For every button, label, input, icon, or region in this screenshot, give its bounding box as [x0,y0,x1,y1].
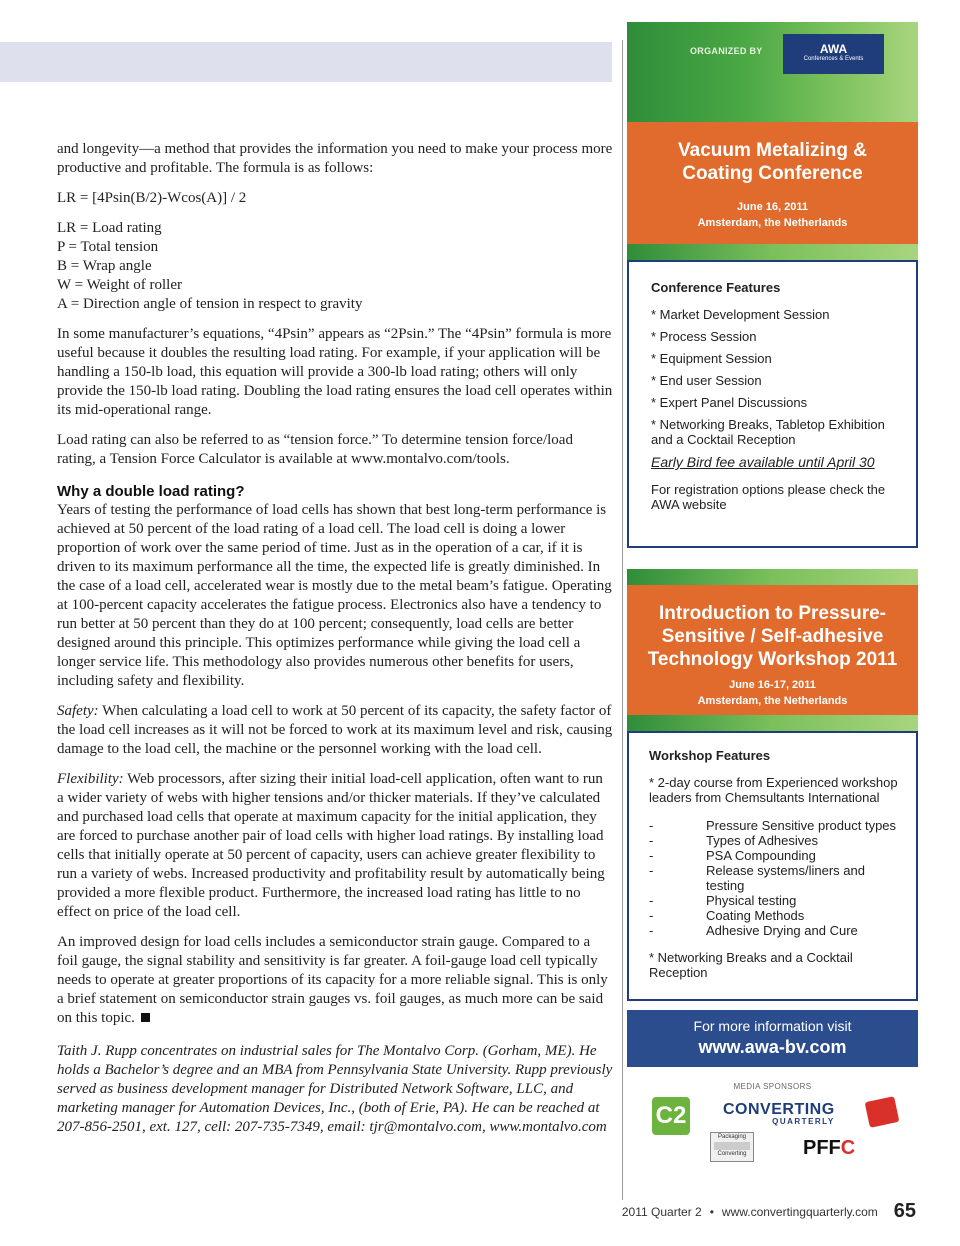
workshop-title-line3: Technology Workshop 2011 [647,649,898,670]
workshop-title-line2: Sensitive / Self-adhesive [661,626,884,647]
awa-advertisement [627,22,918,1197]
formula: LR = [4Psin(B/2)-Wcos(A)] / 2 [57,190,247,206]
workshop-topic: - Adhesive Drying and Cure [649,923,858,938]
paragraph-tension: Load rating can also be referred to as “tension force.” To determine tension force/load rating, a Tension Force Calculator is available at www.montalvo.com/tools. [57,432,573,467]
definition-b: B = Wrap angle [57,258,152,274]
formula-definitions [57,219,613,314]
definition-a: A = Direction angle of tension in respect to gravity [57,296,363,312]
feature-item: * Equipment Session [651,351,772,366]
workshop-topic: - PSA Compounding [649,848,816,863]
workshop-closing: * Networking Breaks and a Cocktail Reception [649,950,853,980]
column-divider [622,40,623,1200]
packaging-converting-logo: Packaging Converting [710,1132,754,1162]
c2-logo-mark: C2 [652,1097,690,1135]
quarterly-logo-text: QUARTERLY [772,1117,835,1126]
conference-green-bar [627,244,918,260]
paragraph-safety [57,702,613,759]
workshop-location: Amsterdam, the Netherlands [697,695,848,707]
section-heading: Why a double load rating? [57,483,245,500]
footer-website[interactable]: www.convertingquarterly.com [721,1204,878,1219]
conference-banner [627,122,918,244]
sponsor-badge-icon [865,1096,900,1128]
article-body [57,140,613,1148]
media-sponsors [627,1077,918,1165]
safety-text: When calculating a load cell to work at 50 percent of its capacity, the safety factor of the load cell increases as it will not be forced to work at its maximum level and risk, causing damage to the load cell, the machine or the personnel working with the load cell. [57,703,613,757]
issue-label: 2011 Quarter 2 [621,1204,702,1219]
conference-title-line2: Coating Conference [682,163,863,184]
feature-item: * Networking Breaks, Tabletop Exhibition and a Cocktail Reception [651,417,885,447]
converting-quarterly-logo [723,1101,835,1126]
end-mark-icon [141,1013,150,1022]
c2-logo [642,1097,690,1139]
paragraph-improved [57,933,613,1028]
page-number: 65 [893,1200,916,1222]
workshop-topic: - Pressure Sensitive product types [649,818,897,833]
workshop-green-bar [627,715,918,731]
converting-logo-text: CONVERTING [723,1101,835,1118]
intro-paragraph: and longevity—a method that provides the information you need to make your process more productive and profitable. The formula is as follows: [57,141,613,176]
awa-website-link[interactable]: www.awa-bv.com [698,1037,847,1057]
workshop-green-bar-top [627,569,918,585]
feature-item: * End user Session [651,373,762,388]
paragraph-2psin: In some manufacturer’s equations, “4Psin” appears as “2Psin.” The “4Psin” formula is more useful because it doubles the resulting load rating. For example, if your application will be handling a 150-lb load, this equation will provide a 300-lb load rating; others will only provide the 150-lb load rating. Doubling the load rating ensures the load cell operates within its mid-operational range. [57,326,613,418]
paragraph-years: Years of testing the performance of load cells has shown that best long-term performance is achieved at 50 percent of the load rating of a load cell. The load cell is doing a lower proportion of work over the same period of time. Just as in the operation of a car, if it is driven to its maximum performance all the time, the expected life is greatly diminished. In the case of a load cell, accelerated wear is mostly due to the metal beam’s fatigue. Operating at 100-percent capacity accelerates the fatigue process. Electronics also have a tendency to run better at 50 percent than they do at 100 percent; consequently, load cells are better designed around this principle. This optimizes performance while giving the load cell a longer service life. This methodology also provides numerous other benefits for users, including safety and flexibility. [57,502,612,689]
workshop-topic: - Release systems/liners and testing [649,863,865,893]
definition-p: P = Total tension [57,239,159,255]
registration-note: For registration options please check the AWA website [651,482,886,512]
footer-bullet: • [709,1204,714,1219]
early-bird-notice: Early Bird fee available until April 30 [651,454,875,470]
conference-title-line1: Vacuum Metalizing & [678,140,867,161]
more-info-text: For more information visit [693,1018,852,1034]
feature-item: * Market Development Session [651,307,830,322]
safety-label: Safety: [57,703,99,719]
awa-logo [783,34,884,74]
awa-logo-name: AWA [819,42,848,56]
ad-green-header [627,22,918,122]
flexibility-text: Web processors, after sizing their initial load-cell application, often want to run a wider variety of webs with higher tensions and/or thicker materials. If they’ve calculated and purchased load cells that operate at maximum capacity for the initial application, they are forced to purchase another pair of load cells with higher load ratings. By installing load cells that initially operate at 50 percent of capacity, users can achieve greater flexibility to run a variety of webs. Increased productivity and profitability result by automatically being provided a more flexible product. Furthermore, the increased load rating has little to no effect on price of the load cell. [57,771,605,920]
definition-w: W = Weight of roller [57,277,183,293]
definition-lr: LR = Load rating [57,220,162,236]
improved-text: An improved design for load cells includes a semiconductor strain gauge. Compared to a foil gauge, the signal stability and sensitivity is far greater. A foil-gauge load cell typically needs to operate at greater proportions of its capacity for a more reliable signal. This is only a brief statement on semiconductor strain gauges vs. foil gauges, as much more can be said on this topic. [57,934,608,1026]
paragraph-flexibility [57,770,613,922]
organized-by-label: ORGANIZED BY [690,46,763,56]
workshop-topic: - Physical testing [649,893,797,908]
workshop-title-line1: Introduction to Pressure- [659,603,886,624]
feature-item: * Process Session [651,329,757,344]
awa-logo-sub: Conferences & Events [803,56,864,62]
feature-item: * Expert Panel Discussions [651,395,808,410]
author-bio: Taith J. Rupp concentrates on industrial sales for The Montalvo Corp. (Gorham, ME). He holds a Bachelor’s degree and an MBA from Pennsylvania State University. Rupp previously served as business development manager for Distributed Network Software, LLC, and marketing manager for Automation Devices, Inc., (both of Erie, PA). He can be reached at 207-856-2501, ext. 127, cell: 207-735-7349, email: tjr@montalvo.com, www.montalvo.com [57,1043,613,1135]
conference-features-heading: Conference Features [651,280,781,295]
media-sponsors-label: MEDIA SPONSORS [733,1082,812,1091]
more-info-banner[interactable] [627,1010,918,1067]
conference-location: Amsterdam, the Netherlands [697,217,848,229]
workshop-date: June 16-17, 2011 [729,679,816,691]
page-footer [622,1200,916,1223]
conference-date: June 16, 2011 [737,201,808,213]
workshop-features-heading: Workshop Features [649,748,771,763]
workshop-topic: - Coating Methods [649,908,805,923]
header-band [0,42,612,82]
workshop-features-box [627,731,918,1001]
conference-features-box [627,260,918,548]
workshop-banner [627,585,918,715]
workshop-intro: * 2-day course from Experienced workshop leaders from Chemsultants International [649,775,898,805]
workshop-topic: - Types of Adhesives [649,833,819,848]
pffc-logo: PFFC [803,1137,856,1159]
flexibility-label: Flexibility: [57,771,124,787]
